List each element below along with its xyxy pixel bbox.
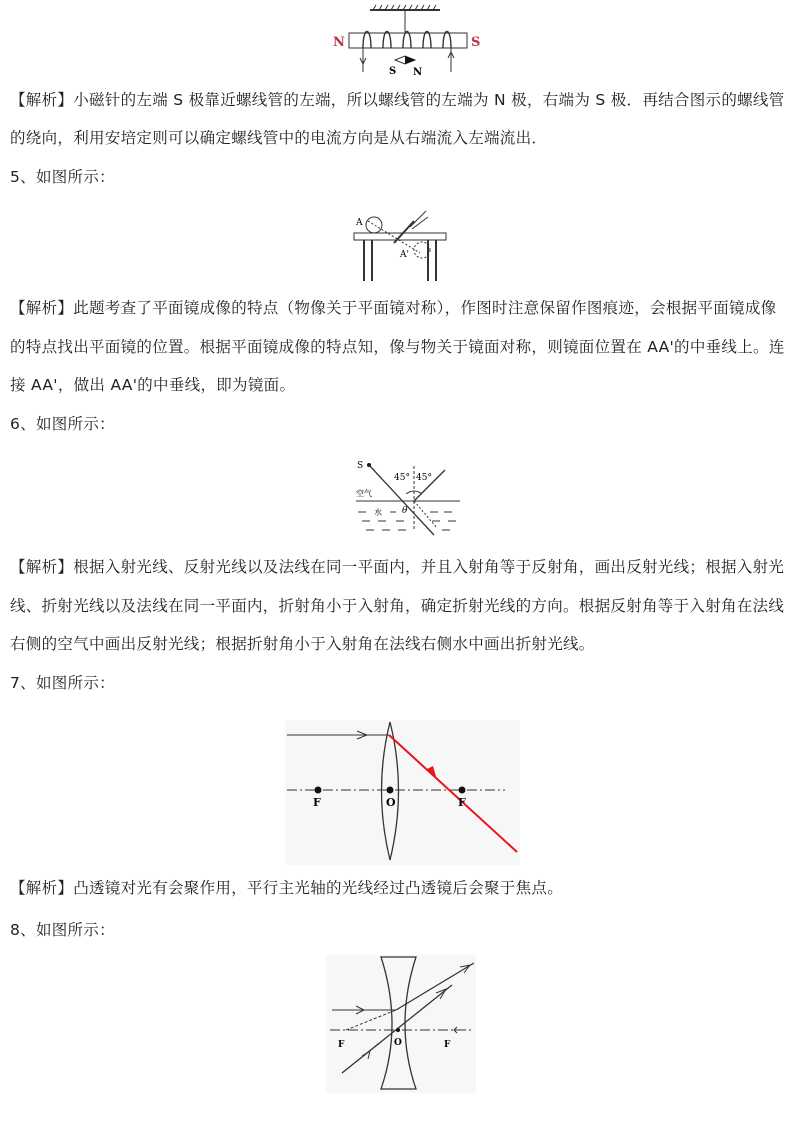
analysis-7-line-1: 【解析】凸透镜对光有会聚作用，平行主光轴的光线经过凸透镜后会聚于焦点。 [10, 879, 564, 897]
solenoid-right-label: S [471, 35, 480, 50]
concave-lens-figure [326, 955, 476, 1093]
analysis-4-line-1: 【解析】小磁针的左端 S 极靠近螺线管的左端，所以螺线管的左端为 N 极，右端为 S 极．再结合图示的螺线管 [10, 91, 785, 109]
q8-heading: 8、如图所示： [10, 921, 115, 939]
needle-s-label: S [389, 66, 397, 77]
water-label: 水 [374, 508, 382, 517]
convex-lens-figure [285, 720, 520, 865]
q6-heading: 6、如图所示： [10, 415, 115, 433]
analysis-5-line-1: 【解析】此题考查了平面镜成像的特点（物像关于平面镜对称），作图时注意保留作图痕迹，会根据平面镜成像 [10, 299, 777, 317]
focus-left-label: F [338, 1040, 345, 1050]
solenoid-figure [325, 2, 480, 77]
analysis-4-line-2: 的绕向，利用安培定则可以确定螺线管中的电流方向是从右端流入左端流出． [10, 129, 548, 147]
focus-left-label: F [313, 796, 321, 809]
analysis-6-line-3: 右侧的空气中画出反射光线；根据折射角小于入射角在法线右侧水中画出折射光线。 [10, 635, 595, 653]
point-a-label: A [356, 218, 363, 228]
solenoid-left-label: N [333, 35, 345, 50]
q7-heading: 7、如图所示： [10, 674, 115, 692]
analysis-6-line-1: 【解析】根据入射光线、反射光线以及法线在同一平面内，并且入射角等于反射角，画出反射光线；根据入射光 [10, 558, 785, 576]
point-a-prime-label: A' [400, 250, 409, 260]
analysis-5-line-3: 接 AA'，做出 AA'的中垂线，即为镜面。 [10, 376, 296, 394]
mirror-table-figure [350, 205, 450, 283]
analysis-6-line-2: 线、折射光线以及法线在同一平面内，折射角小于入射角，确定折射光线的方向。根据反射角等于入射角在法线 [10, 597, 785, 615]
optical-center-label: O [386, 796, 396, 809]
needle-n-label: N [413, 67, 423, 77]
focus-right-label: F [458, 796, 466, 809]
analysis-5-line-2: 的特点找出平面镜的位置。根据平面镜成像的特点知，像与物关于镜面对称，则镜面位置在 AA'的中垂线上。连 [10, 338, 785, 356]
theta-label: θ [402, 506, 408, 516]
focus-right-label: F [444, 1040, 451, 1050]
reflection-refraction-figure [352, 458, 462, 542]
point-s-label: S [357, 461, 364, 471]
angle-1-label: 45° [394, 473, 410, 483]
optical-center-label: O [394, 1038, 402, 1048]
q5-heading: 5、如图所示： [10, 168, 115, 186]
angle-2-label: 45° [416, 473, 432, 483]
air-label: 空气 [356, 489, 372, 498]
